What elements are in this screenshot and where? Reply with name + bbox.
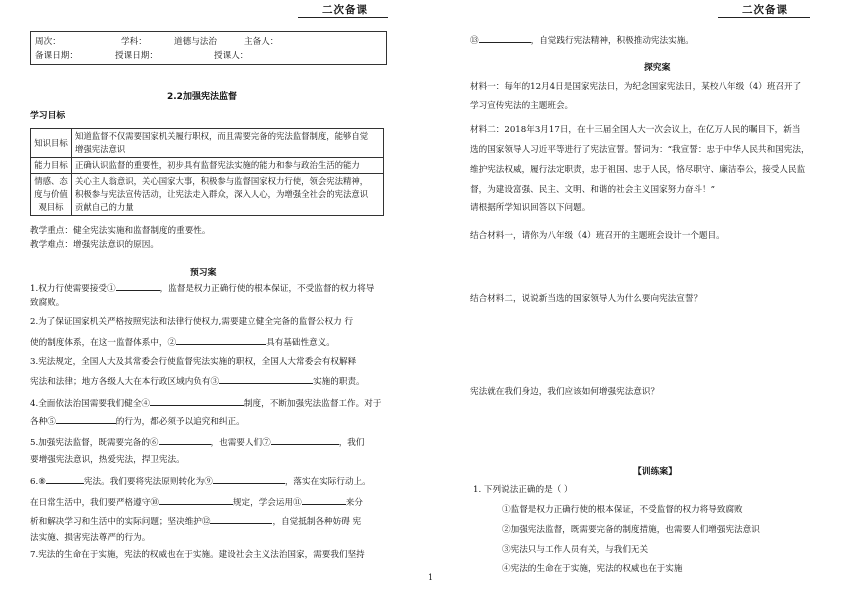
training-option: ④宪法的生命在于实施，宪法的权威也在于实施 xyxy=(502,564,683,574)
goals-table xyxy=(30,128,384,216)
material-2: 督，为建设富强、民主、文明、和谐的社会主义国家努力奋斗！” xyxy=(470,185,716,195)
teach-date-label: 授课日期： xyxy=(115,51,158,61)
goals-heading: 学习目标 xyxy=(30,111,66,121)
training-option: ①监督是权力正确行使的根本保证，不受监督的权力将导致腐败 xyxy=(502,505,743,515)
week-label: 周次： xyxy=(35,37,61,47)
goal-text: 正确认识监督的重要性，初步具有监督宪法实施的能力和参与政治生活的能力 xyxy=(72,158,384,174)
goal-row-knowledge xyxy=(31,129,384,158)
subject-label: 学科： xyxy=(121,37,147,47)
material-1: 学习宣传宪法的主题班会。 xyxy=(470,101,574,111)
difficult-point: 教学难点：增强宪法意识的原因。 xyxy=(30,240,159,250)
lesson-title: 2.2加强宪法监督 xyxy=(167,92,237,102)
preview-line: 3.宪法规定，全国人大及其常委会行使监督宪法实施的职权，全国人大常委会有权解释 xyxy=(30,357,357,367)
preview-line: 6.⑧ 宪法。我们要将宪法原则转化为⑨ ，落实在实际行动上。 xyxy=(30,474,371,488)
preview-heading: 预习案 xyxy=(190,268,217,278)
preview-line: 5.加强宪法监督，既需要完备的⑥ ，也需要人们⑦ ，我们 xyxy=(30,435,364,449)
header-rule-right xyxy=(718,17,810,18)
explore-heading: 探究案 xyxy=(644,63,671,73)
preview-line-continued: ⑬ ，自觉践行宪法精神，积极推动宪法实施。 xyxy=(470,33,694,47)
second-prep-header-right: 二次备课 xyxy=(742,4,788,16)
goal-label: 能力目标 xyxy=(31,158,72,174)
preview-line: 4.全面依法治国需要我们健全④ 制度，不断加强宪法监督工作。对于 xyxy=(30,396,381,410)
preview-line: 使的制度体系，在这一监督体系中，② 具有基础性意义。 xyxy=(30,335,335,349)
material-2: 请根据所学知识回答以下问题。 xyxy=(470,203,591,213)
goal-text: 关心主人翁意识，关心国家大事，积极参与监督国家权力行使，领会宪法精神， 积极参与宪法宣传活动，让宪法走入群众，深入人心，为增强全社会的宪法意识 贡献自己的力量 xyxy=(72,174,384,216)
goal-row-emotion xyxy=(31,174,384,216)
question-2: 结合材料二，说说新当选的国家领导人为什么要向宪法宣誓？ xyxy=(470,294,703,304)
page-number: 1 xyxy=(428,573,434,582)
key-point: 教学重点：健全宪法实施和监督制度的重要性。 xyxy=(30,226,211,236)
header-rule-left xyxy=(298,17,388,18)
prep-info-box xyxy=(30,31,387,65)
preview-line: 致腐败。 xyxy=(30,298,65,308)
material-2: 材料二：2018年3月17日，在十三届全国人大一次会议上，在亿万人民的瞩目下，新当 xyxy=(470,125,801,135)
question-1: 结合材料一，请你为八年级（4）班召开的主题班会设计一个题目。 xyxy=(470,231,725,241)
goal-row-ability xyxy=(31,158,384,174)
preview-line: 1.权力行使需要接受① ，监督是权力正确行使的根本保证，不受监督的权力将导 xyxy=(30,281,374,295)
preview-line: 法实施、损害宪法尊严的行为。 xyxy=(30,533,151,543)
teacher-label: 授课人： xyxy=(214,51,249,61)
preview-line: 各种⑤ 的行为，都必须予以追究和纠正。 xyxy=(30,414,245,428)
training-option: ②加强宪法监督，既需要完备的制度措施，也需要人们增强宪法意识 xyxy=(502,525,760,535)
second-prep-header-left: 二次备课 xyxy=(322,4,368,16)
material-1: 材料一：每年的12月4日是国家宪法日，为纪念国家宪法日，某校八年级（4）班召开了 xyxy=(470,82,802,92)
preview-line: 析和解决学习和生活中的实际问题；坚决维护⑫ ，自觉抵制各种妨碍 宪 xyxy=(30,514,361,528)
goal-text: 知道监督不仅需要国家机关履行职权，而且需要完备的宪法监督制度，能够自觉 增强宪法意识 xyxy=(72,129,384,158)
question-3: 宪法就在我们身边，我们应该如何增强宪法意识？ xyxy=(470,387,660,397)
training-question: 1. 下列说法正确的是（ ） xyxy=(473,485,573,495)
preview-line: 在日常生活中，我们要严格遵守⑩ 规定，学会运用⑪ 来分 xyxy=(30,495,363,509)
material-2: 选的国家领导人习近平等进行了宪法宣誓。誓词为：“我宣誓：忠于中华人民共和国宪法， xyxy=(470,145,810,155)
material-2: 维护宪法权威，履行法定职责，忠于祖国、忠于人民，恪尽职守、廉洁奉公，接受人民监 xyxy=(470,165,806,175)
goal-label: 知识目标 xyxy=(31,129,72,158)
prep-date-label: 备课日期： xyxy=(35,51,78,61)
goal-label: 情感、态 度与价值 观目标 xyxy=(31,174,72,216)
preview-line: 要增强宪法意识，热爱宪法，捍卫宪法。 xyxy=(30,455,185,465)
preview-line: 7.宪法的生命在于实施，宪法的权威也在于实施。建设社会主义法治国家，需要我们坚持 xyxy=(30,550,365,560)
preparer-label: 主备人： xyxy=(244,37,279,47)
preview-line: 宪法和法律；地方各级人大在本行政区域内负有③ 实施的职责。 xyxy=(30,374,365,388)
preview-line: 2.为了保证国家机关严格按照宪法和法律行使权力,需要建立健全完备的监督公权力 行 xyxy=(30,317,354,327)
training-heading: 【训练案】 xyxy=(633,467,677,477)
training-option: ③宪法只与工作人员有关，与我们无关 xyxy=(502,545,649,555)
subject-value: 道德与法治 xyxy=(174,37,217,47)
